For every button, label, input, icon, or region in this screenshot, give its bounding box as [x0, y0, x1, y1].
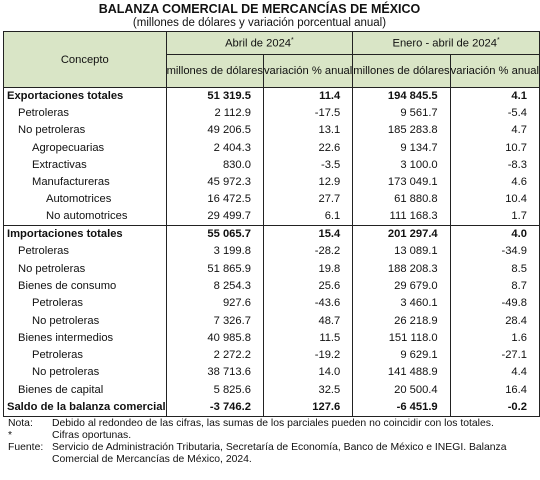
- pct-april: 13.1: [263, 122, 352, 139]
- value-april: 40 985.8: [166, 330, 263, 347]
- row-label: Petroleras: [4, 347, 167, 364]
- value-april: 2 272.2: [166, 347, 263, 364]
- value-april: 8 254.3: [166, 278, 263, 295]
- pct-jan-apr: 8.5: [450, 260, 539, 277]
- value-april: 2 404.3: [166, 139, 263, 156]
- table-row: [4, 312, 540, 329]
- table-subtitle: (millones de dólares y variación porcentual anual): [132, 17, 387, 29]
- table-row: [4, 364, 540, 381]
- note-text: Cifras oportunas.: [52, 430, 132, 441]
- pct-april: 25.6: [263, 278, 352, 295]
- value-jan-apr: 111 168.3: [353, 209, 450, 226]
- value-jan-apr: 194 845.5: [353, 88, 450, 105]
- pct-april: 19.8: [263, 260, 352, 277]
- value-jan-apr: 3 100.0: [353, 157, 450, 174]
- row-label: Extractivas: [4, 157, 167, 174]
- table-row: [4, 347, 540, 364]
- row-label: Exportaciones totales: [4, 88, 167, 105]
- row-label: Bienes de consumo: [4, 278, 167, 295]
- pct-jan-apr: 1.6: [450, 330, 539, 347]
- row-label: Petroleras: [4, 243, 167, 260]
- value-april: 830.0: [166, 157, 263, 174]
- pct-april: 22.6: [263, 139, 352, 156]
- table-row: [4, 226, 540, 243]
- value-jan-apr: -6 451.9: [353, 399, 450, 416]
- value-jan-apr: 13 089.1: [353, 243, 450, 260]
- table-row: [4, 88, 540, 105]
- pct-april: 27.7: [263, 191, 352, 208]
- table-row: [4, 105, 540, 122]
- table-row: [4, 209, 540, 226]
- pct-jan-apr: 4.7: [450, 122, 539, 139]
- note-key: Fuente:: [8, 442, 44, 453]
- row-label: No petroleras: [4, 122, 167, 139]
- table-row: [4, 330, 540, 347]
- note-text: Servicio de Administración Tributaria, Secretaría de Economía, Banco de México e INEGI. Balanza Comercial de Mercancías de México, 2024.: [52, 442, 507, 465]
- pct-jan-apr: 4.6: [450, 174, 539, 191]
- period-jan-apr-header: Enero - abril de 2024*: [353, 32, 540, 55]
- row-label: Petroleras: [4, 295, 167, 312]
- concept-header: Concepto: [4, 32, 167, 88]
- note-key: *: [8, 430, 13, 441]
- pct-header-2: variación % anual: [450, 55, 539, 88]
- pct-jan-apr: 4.0: [450, 226, 539, 243]
- value-april: 7 326.7: [166, 312, 263, 329]
- table-title: BALANZA COMERCIAL DE MERCANCÍAS DE MÉXICO: [98, 2, 421, 16]
- table-row: [4, 122, 540, 139]
- table-row: [4, 399, 540, 416]
- pct-april: 12.9: [263, 174, 352, 191]
- value-jan-apr: 61 880.8: [353, 191, 450, 208]
- pct-april: 15.4: [263, 226, 352, 243]
- row-label: Saldo de la balanza comercial: [4, 399, 167, 416]
- pct-jan-apr: 1.7: [450, 209, 539, 226]
- value-april: 5 825.6: [166, 382, 263, 399]
- pct-jan-apr: -49.8: [450, 295, 539, 312]
- pct-april: 14.0: [263, 364, 352, 381]
- value-april: 29 499.7: [166, 209, 263, 226]
- table-row: [4, 243, 540, 260]
- pct-jan-apr: 16.4: [450, 382, 539, 399]
- pct-header-1: variación % anual: [263, 55, 352, 88]
- value-jan-apr: 9 134.7: [353, 139, 450, 156]
- value-jan-apr: 188 208.3: [353, 260, 450, 277]
- note-item: [8, 442, 514, 466]
- pct-jan-apr: -0.2: [450, 399, 539, 416]
- row-label: Importaciones totales: [4, 226, 167, 243]
- value-april: 927.6: [166, 295, 263, 312]
- row-label: Automotrices: [4, 191, 167, 208]
- value-april: 51 319.5: [166, 88, 263, 105]
- table-row: [4, 260, 540, 277]
- note-item: [8, 418, 514, 430]
- row-label: No petroleras: [4, 312, 167, 329]
- row-label: Bienes intermedios: [4, 330, 167, 347]
- table-row: [4, 174, 540, 191]
- table-row: [4, 157, 540, 174]
- pct-jan-apr: -27.1: [450, 347, 539, 364]
- pct-jan-apr: -34.9: [450, 243, 539, 260]
- value-jan-apr: 201 297.4: [353, 226, 450, 243]
- value-jan-apr: 20 500.4: [353, 382, 450, 399]
- pct-jan-apr: 8.7: [450, 278, 539, 295]
- row-label: Agropecuarias: [4, 139, 167, 156]
- pct-april: 48.7: [263, 312, 352, 329]
- pct-jan-apr: 4.4: [450, 364, 539, 381]
- note-item: [8, 430, 514, 442]
- row-label: No petroleras: [4, 260, 167, 277]
- pct-april: 6.1: [263, 209, 352, 226]
- value-jan-apr: 151 118.0: [353, 330, 450, 347]
- table-row: [4, 382, 540, 399]
- pct-april: 11.4: [263, 88, 352, 105]
- trade-balance-table: [3, 31, 540, 417]
- value-jan-apr: 9 629.1: [353, 347, 450, 364]
- pct-jan-apr: -8.3: [450, 157, 539, 174]
- value-april: 16 472.5: [166, 191, 263, 208]
- row-label: Petroleras: [4, 105, 167, 122]
- period-april-header: Abril de 2024*: [166, 32, 353, 55]
- pct-april: -28.2: [263, 243, 352, 260]
- pct-april: 127.6: [263, 399, 352, 416]
- value-april: 51 865.9: [166, 260, 263, 277]
- table-row: [4, 295, 540, 312]
- table-row: [4, 139, 540, 156]
- value-jan-apr: 26 218.9: [353, 312, 450, 329]
- note-key: Nota:: [8, 418, 33, 429]
- value-jan-apr: 173 049.1: [353, 174, 450, 191]
- value-header-2: millones de dólares: [353, 55, 450, 88]
- value-jan-apr: 9 561.7: [353, 105, 450, 122]
- pct-jan-apr: -5.4: [450, 105, 539, 122]
- pct-jan-apr: 4.1: [450, 88, 539, 105]
- pct-april: 32.5: [263, 382, 352, 399]
- row-label: No automotrices: [4, 209, 167, 226]
- row-label: Bienes de capital: [4, 382, 167, 399]
- value-header-1: millones de dólares: [166, 55, 263, 88]
- pct-april: -17.5: [263, 105, 352, 122]
- pct-jan-apr: 10.4: [450, 191, 539, 208]
- value-april: 2 112.9: [166, 105, 263, 122]
- table-row: [4, 278, 540, 295]
- value-jan-apr: 185 283.8: [353, 122, 450, 139]
- value-april: -3 746.2: [166, 399, 263, 416]
- pct-april: -19.2: [263, 347, 352, 364]
- table-body: [4, 88, 540, 417]
- value-april: 45 972.3: [166, 174, 263, 191]
- value-jan-apr: 3 460.1: [353, 295, 450, 312]
- pct-jan-apr: 10.7: [450, 139, 539, 156]
- table-row: [4, 191, 540, 208]
- notes: [8, 418, 514, 466]
- value-april: 49 206.5: [166, 122, 263, 139]
- value-april: 38 713.6: [166, 364, 263, 381]
- row-label: No petroleras: [4, 364, 167, 381]
- value-jan-apr: 141 488.9: [353, 364, 450, 381]
- pct-april: -43.6: [263, 295, 352, 312]
- value-april: 55 065.7: [166, 226, 263, 243]
- value-april: 3 199.8: [166, 243, 263, 260]
- pct-april: 11.5: [263, 330, 352, 347]
- note-text: Debido al redondeo de las cifras, las sumas de los parciales pueden no coincidir con los totales.: [52, 418, 494, 429]
- pct-jan-apr: 28.4: [450, 312, 539, 329]
- pct-april: -3.5: [263, 157, 352, 174]
- row-label: Manufactureras: [4, 174, 167, 191]
- value-jan-apr: 29 679.0: [353, 278, 450, 295]
